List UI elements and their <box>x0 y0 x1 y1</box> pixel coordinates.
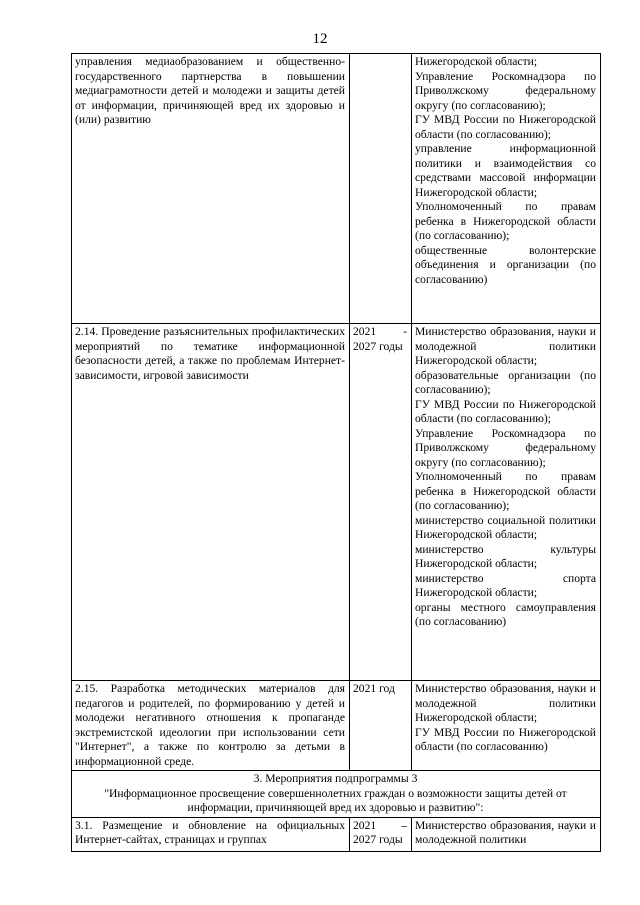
action-cell <box>72 324 350 681</box>
action-text: 3.1. Размещение и обновление на официальных Интернет-сайтах, страницах и группах <box>75 818 345 846</box>
executor-item: министерство социальной политики Нижегородской области; <box>415 513 596 541</box>
executor-item: ГУ МВД России по Нижегородской области (по согласованию); <box>415 113 596 141</box>
action-text: управления медиаобразованием и общественно-государственного партнерства в повышении медиаграмотности детей и молодежи и защиты детей от информации, причиняющей вред их здоровью и (или) развитию <box>75 55 345 126</box>
executor-item: образовательные организации (по согласованию); <box>415 368 596 396</box>
executors-cell <box>412 54 601 324</box>
executor-item: органы местного самоуправления (по согласованию) <box>415 600 596 628</box>
table-row <box>72 54 601 324</box>
action-cell <box>72 54 350 324</box>
section-header-cell <box>72 771 601 818</box>
period-cell <box>350 817 412 851</box>
executor-item: общественные волонтерские объединения и организации (по согласованию) <box>415 243 596 286</box>
table-row <box>72 817 601 851</box>
executor-item: Министерство образования, науки и молодежной политики <box>415 818 596 846</box>
action-text: 2.14. Проведение разъяснительных профилактических мероприятий по тематике информационной безопасности детей, а также по проблемам Интернет-зависимости, игровой зависимости <box>75 325 345 382</box>
executors-cell <box>412 324 601 681</box>
executors-cell <box>412 681 601 771</box>
page-number: 12 <box>312 31 328 47</box>
period-text: 2021 – 2027 годы <box>353 818 407 846</box>
executor-item: министерство культуры Нижегородской области; <box>415 542 596 570</box>
executor-item: министерство спорта Нижегородской области; <box>415 571 596 599</box>
period-cell <box>350 681 412 771</box>
executor-item: Уполномоченный по правам ребенка в Нижегородской области (по согласованию); <box>415 200 596 242</box>
executor-item: Министерство образования, науки и молодежной политики Нижегородской области; <box>415 325 596 367</box>
executor-item: ГУ МВД России по Нижегородской области (по согласованию) <box>415 725 596 753</box>
period-text: 2021 год <box>353 682 395 695</box>
section-title: 3. Мероприятия подпрограммы 3 <box>253 772 418 785</box>
executor-item: Управление Роскомнадзора по Приволжскому федеральному округу (по согласованию); <box>415 69 596 112</box>
table-row <box>72 681 601 771</box>
table-row <box>72 324 601 681</box>
executor-item: ГУ МВД России по Нижегородской области (по согласованию); <box>415 397 596 425</box>
executor-item: Нижегородской области; <box>415 55 538 68</box>
period-cell <box>350 54 412 324</box>
measures-table <box>71 53 601 852</box>
action-text: 2.15. Разработка методических материалов для педагогов и родителей, по формированию у детей и молодежи негативного отношения к пропаганде экстремистской идеологии при использовании сети "Интернет", а также по контролю за детьми в информационной среде. <box>75 682 345 768</box>
period-text: 2021 - 2027 годы <box>353 325 407 353</box>
executor-item: управление информационной политики и взаимодействия со средствами массовой информации Нижегородской области; <box>415 142 596 199</box>
executor-item: Уполномоченный по правам ребенка в Нижегородской области (по согласованию); <box>415 470 596 512</box>
action-cell <box>72 681 350 771</box>
action-cell <box>72 817 350 851</box>
executor-item: Министерство образования, науки и молодежной политики Нижегородской области; <box>415 682 596 724</box>
executors-cell <box>412 817 601 851</box>
section-subtitle: "Информационное просвещение совершеннолетних граждан о возможности защиты детей от информации, причиняющей вред их здоровью и развитию": <box>104 786 567 814</box>
section-header-row <box>72 771 601 818</box>
period-cell <box>350 324 412 681</box>
executor-item: Управление Роскомнадзора по Приволжскому федеральному округу (по согласованию); <box>415 426 596 469</box>
